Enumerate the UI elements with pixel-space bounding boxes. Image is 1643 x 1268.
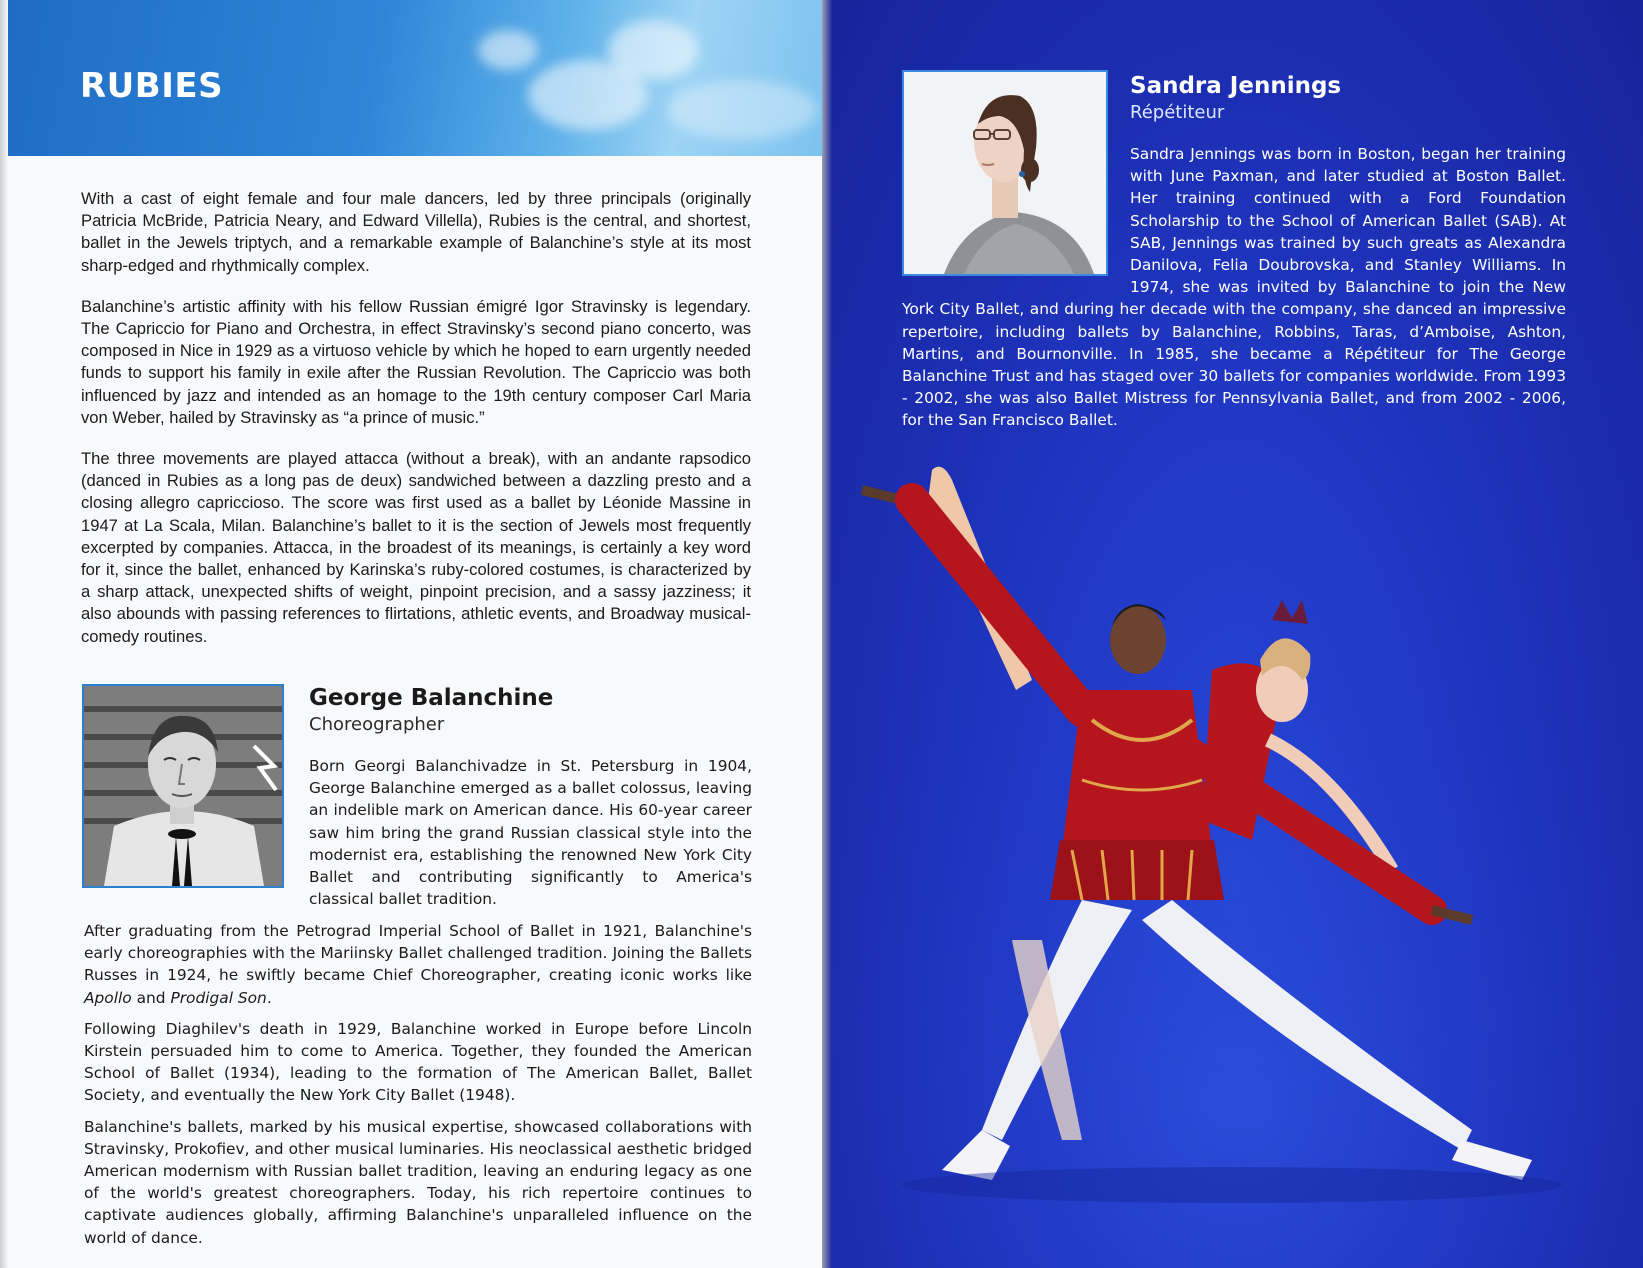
intro-text bbox=[81, 188, 751, 667]
intro-paragraph: The three movements are played attacca (without a break), with an andante rapsodico (danced in Rubies as a long pas de deux) sandwiched between a dazzling presto and a closing allegro capriccioso. The score was first used as a ballet by Léonide Massine in 1947 at La Scala, Milan. Balanchine’s ballet to it is the section of Jewels most frequently excerpted by companies. Attacca, in the broadest of its meanings, is certainly a key word for it, since the ballet, enhanced by Karinska’s ruby-colored costumes, is characterized by a sharp attack, unexpected shifts of weight, pinpoint precision, and a sassy jazziness; it also abounds with passing references to flirtations, athletic events, and Broadway musical-comedy routines. bbox=[81, 449, 751, 646]
title-banner bbox=[8, 0, 822, 156]
balanchine-name: George Balanchine bbox=[309, 685, 554, 711]
intro-paragraph: With a cast of eight female and four male dancers, led by three principals (originally Patricia McBride, Patricia Neary, and Edward Villella), Rubies is the central, and shortest, ballet in the Jewels triptych, and a remarkable example of Balanchine’s style at its most sharp-edged and rhythmically complex. bbox=[81, 189, 751, 275]
balanchine-portrait bbox=[82, 684, 284, 888]
balanchine-bio-lead: Born Georgi Balanchivadze in St. Petersburg in 1904, George Balanchine emerged as a ballet colossus, leaving an indelible mark on American dance. His 60-year career saw him bring the grand Russian classical style into the modernist era, establishing the renowned New York City Ballet and contributing significantly to America's classical ballet tradition. bbox=[309, 757, 752, 909]
jennings-role: Répétiteur bbox=[1130, 102, 1225, 123]
work-title-apollo: Apollo bbox=[84, 988, 132, 1007]
jennings-bio bbox=[902, 143, 1566, 432]
rubies-dancers-photo bbox=[832, 440, 1643, 1268]
balanchine-bio-continued bbox=[84, 920, 752, 1258]
jennings-name: Sandra Jennings bbox=[1130, 73, 1342, 99]
balanchine-bio-paragraph: Balanchine's ballets, marked by his musical expertise, showcased collaborations with Stravinsky, Prokofiev, and other musical luminaries. His neoclassical aesthetic bridged American modernism with Russian ballet tradition, leaving an enduring legacy as one of the world's greatest choreographers. Today, his rich repertoire continues to captivate audiences globally, affirming Balanchine's unparalleled influence on the world of dance. bbox=[84, 1117, 752, 1247]
balanchine-role: Choreographer bbox=[309, 714, 445, 735]
intro-paragraph: Balanchine’s artistic affinity with his fellow Russian émigré Igor Stravinsky is legendary. The Capriccio for Piano and Orchestra, in effect Stravinsky’s second piano concerto, was composed in Nice in 1929 as a virtuoso vehicle by which he hoped to earn urgently needed funds to support his family in exile after the Russian Revolution. The Capriccio was both influenced by jazz and intended as an homage to the 19th century composer Carl Maria von Weber, hailed by Stravinsky as “a prince of music.” bbox=[81, 296, 751, 427]
balanchine-bio-paragraph: Following Diaghilev's death in 1929, Balanchine worked in Europe before Lincoln Kirstein persuaded him to come to America. Together, they founded the American School of Ballet (1934), leading to the formation of The American Ballet, Ballet Society, and eventually the New York City Ballet (1948). bbox=[84, 1019, 752, 1105]
work-title-prodigal-son: Prodigal Son bbox=[170, 988, 267, 1007]
page-spine bbox=[822, 0, 832, 1268]
balanchine-bio-paragraph: After graduating from the Petrograd Imperial School of Ballet in 1921, Balanchine's early choreographies with the Mariinsky Ballet challenged tradition. Joining the Ballets Russes in 1924, he swiftly became Chief Choreographer, creating iconic works like Apollo and Prodigal Son. bbox=[84, 922, 752, 1007]
jennings-bio-text: Sandra Jennings was born in Boston, began her training with June Paxman, and later studied at Boston Ballet. Her training continued with a Ford Foundation Scholarship to the School of American Ballet (SAB). At SAB, Jennings was trained by such greats as Alexandra Danilova, Felia Doubrovska, and Stanley Williams. In 1974, she was invited by Balanchine to join the New York City Ballet, and during her decade with the company, she danced an impressive repertoire, including ballets by Balanchine, Robbins, Taras, d’Amboise, Ashton, Martins, and Bournonville. In 1985, she became a Répétiteur for The George Balanchine Trust and has staged over 30 ballets for companies worldwide. From 1993 - 2002, she was also Ballet Mistress for Pennsylvania Ballet, and from 2002 - 2006, for the San Francisco Ballet. bbox=[902, 145, 1566, 430]
section-title: RUBIES bbox=[80, 66, 224, 106]
right-page bbox=[832, 0, 1643, 1268]
